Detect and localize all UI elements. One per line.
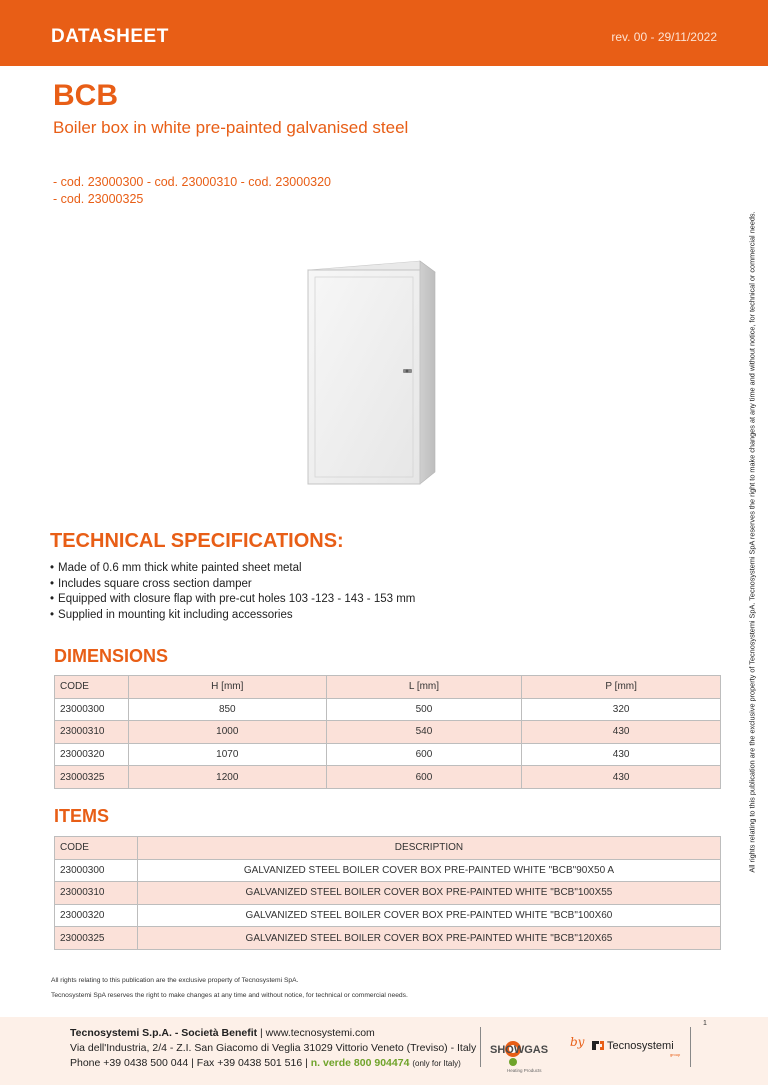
- cell-code: 23000300: [55, 698, 129, 721]
- column-header: H [mm]: [128, 676, 326, 699]
- footer-divider-left: [480, 1027, 481, 1067]
- cell-description: GALVANIZED STEEL BOILER COVER BOX PRE-PAINTED WHITE "BCB"100X60: [137, 904, 720, 927]
- column-header: DESCRIPTION: [137, 837, 720, 860]
- cell-code: 23000310: [55, 721, 129, 744]
- product-subtitle: Boiler box in white pre-painted galvanised steel: [53, 118, 409, 137]
- table-row: [55, 904, 721, 927]
- product-name: BCB: [53, 79, 118, 112]
- tecnosystemi-logo: [590, 1035, 690, 1065]
- cell-depth: 320: [522, 698, 721, 721]
- cell-height: 1000: [128, 721, 326, 744]
- table-header-row: [55, 676, 721, 699]
- product-codes-line-1: - cod. 23000300 - cod. 23000310 - cod. 23000320: [53, 175, 331, 189]
- cell-code: 23000325: [55, 927, 138, 950]
- table-row: [55, 859, 721, 882]
- dimensions-heading: DIMENSIONS: [54, 646, 169, 666]
- document-type-title: DATASHEET: [51, 26, 169, 47]
- table-row: [55, 698, 721, 721]
- dimensions-table: [54, 675, 721, 789]
- toll-free-note: (only for Italy): [412, 1059, 461, 1068]
- cell-depth: 430: [522, 743, 721, 766]
- spec-item: • Supplied in mounting kit including accessories: [50, 608, 415, 624]
- cell-code: 23000320: [55, 904, 138, 927]
- cell-description: GALVANIZED STEEL BOILER COVER BOX PRE-PAINTED WHITE "BCB"120X65: [137, 927, 720, 950]
- copyright-notes: [51, 973, 408, 1003]
- footer-divider-right: [690, 1027, 691, 1067]
- cell-length: 540: [326, 721, 522, 744]
- product-image: [305, 258, 440, 486]
- tecnosystemi-logo-text: Tecnosystemi: [607, 1040, 674, 1052]
- toll-free-number: n. verde 800 904474: [310, 1057, 410, 1069]
- cell-code: 23000325: [55, 766, 129, 789]
- cell-code: 23000320: [55, 743, 129, 766]
- side-copyright-text: All rights relating to this publication are the exclusive property of Tecnosystemi SpA. Tecnosystemi SpA reserves the right to make changes at any time and without notice, for technical or commercial needs.: [747, 211, 757, 873]
- spec-item: • Includes square cross section damper: [50, 577, 415, 593]
- table-row: [55, 743, 721, 766]
- logo-by-text: by: [570, 1035, 585, 1049]
- cell-height: 1200: [128, 766, 326, 789]
- copyright-line-2: Tecnosystemi SpA reserves the right to make changes at any time and without notice, for technical or commercial needs.: [51, 992, 408, 999]
- product-codes: [53, 174, 331, 208]
- page-number: 1: [703, 1020, 707, 1027]
- cell-height: 850: [128, 698, 326, 721]
- tecnosystemi-logo-sub: group: [670, 1052, 681, 1057]
- company-info: [70, 1026, 476, 1071]
- company-address: Via dell'Industria, 2/4 - Z.I. San Giacomo di Veglia 31029 Vittorio Veneto (Treviso) - Italy: [70, 1042, 477, 1054]
- showgas-logo-tagline: Heating Products: [507, 1068, 542, 1073]
- items-table: [54, 836, 721, 950]
- cell-depth: 430: [522, 721, 721, 744]
- cell-depth: 430: [522, 766, 721, 789]
- table-row: [55, 882, 721, 905]
- technical-specifications-heading: TECHNICAL SPECIFICATIONS:: [50, 530, 344, 552]
- cell-description: GALVANIZED STEEL BOILER COVER BOX PRE-PAINTED WHITE "BCB"90X50 A: [137, 859, 720, 882]
- cell-length: 600: [326, 743, 522, 766]
- company-name: Tecnosystemi S.p.A. - Società Benefit: [70, 1027, 258, 1039]
- column-header: L [mm]: [326, 676, 522, 699]
- cell-description: GALVANIZED STEEL BOILER COVER BOX PRE-PAINTED WHITE "BCB"100X55: [137, 882, 720, 905]
- technical-specifications-list: [50, 561, 415, 624]
- items-heading: ITEMS: [54, 806, 110, 826]
- cell-length: 500: [326, 698, 522, 721]
- cell-code: 23000310: [55, 882, 138, 905]
- header-bar: [0, 0, 768, 66]
- company-website: | www.tecnosystemi.com: [260, 1027, 375, 1039]
- column-header: CODE: [55, 676, 129, 699]
- cell-code: 23000300: [55, 859, 138, 882]
- revision-date: rev. 00 - 29/11/2022: [611, 30, 717, 44]
- page-footer: [0, 1017, 768, 1085]
- spec-item: • Made of 0.6 mm thick white painted sheet metal: [50, 561, 415, 577]
- column-header: CODE: [55, 837, 138, 860]
- showgas-logo-text: SHOWGAS: [490, 1044, 549, 1056]
- copyright-line-1: All rights relating to this publication are the exclusive property of Tecnosystemi SpA.: [51, 977, 299, 984]
- table-row: [55, 927, 721, 950]
- company-phone-fax: Phone +39 0438 500 044 | Fax +39 0438 501 516 |: [70, 1057, 308, 1069]
- table-row: [55, 766, 721, 789]
- table-row: [55, 721, 721, 744]
- cell-height: 1070: [128, 743, 326, 766]
- cell-length: 600: [326, 766, 522, 789]
- column-header: P [mm]: [522, 676, 721, 699]
- showgas-logo: [489, 1035, 569, 1073]
- side-copyright-note: [745, 160, 759, 924]
- spec-item: • Equipped with closure flap with pre-cut holes 103 -123 - 143 - 153 mm: [50, 592, 415, 608]
- table-header-row: [55, 837, 721, 860]
- product-codes-line-2: - cod. 23000325: [53, 192, 144, 206]
